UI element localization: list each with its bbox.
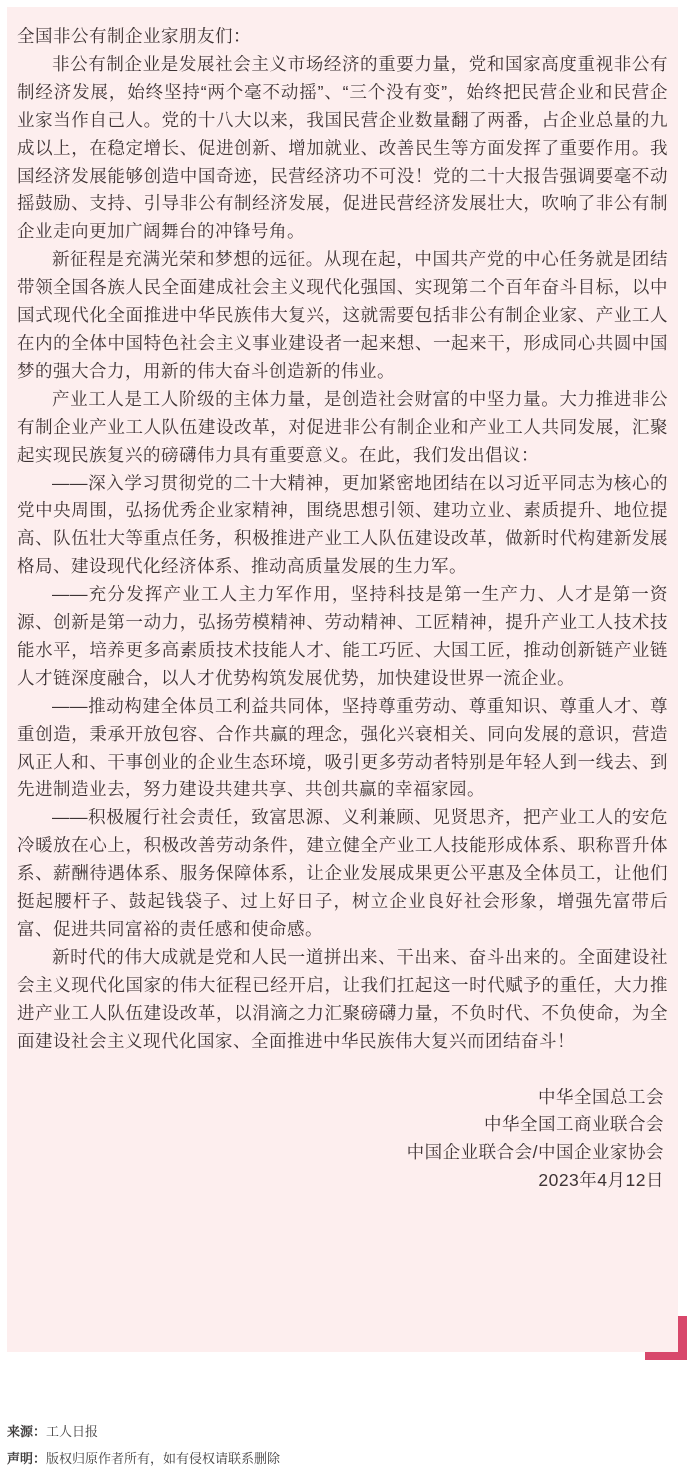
- letter-paragraph: 新时代的伟大成就是党和人民一道拼出来、干出来、奋斗出来的。全面建设社会主义现代化国家的伟大征程已经开启，让我们扛起这一时代赋予的重任，大力推进产业工人队伍建设改革，以涓滴之力汇聚磅礴力量，不负时代、不负使命，为全面建设社会主义现代化国家、全面推进中华民族伟大复兴而团结奋斗！: [17, 946, 668, 1051]
- statement-label: 声明：: [7, 1451, 47, 1466]
- statement-line: [7, 1445, 667, 1469]
- letter-paragraph: 非公有制企业是发展社会主义市场经济的重要力量，党和国家高度重视非公有制经济发展，始终坚持“两个毫不动摇”、“三个没有变”，始终把民营企业和民营企业家当作自己人。党的十八大以来，我国民营企业数量翻了两番，占企业总量的九成以上，在稳定增长、促进创新、增加就业、改善民生等方面发挥了重要作用。我国经济发展能够创造中国奇迹，民营经济功不可没！党的二十大报告强调要毫不动摇鼓励、支持、引导非公有制经济发展，促进民营经济发展壮大，吹响了非公有制企业走向更加广阔舞台的冲锋号角。: [17, 53, 668, 242]
- letter-date: 2023年4月12日: [538, 1170, 664, 1191]
- source-line: [7, 1418, 667, 1445]
- letter-paragraph: ——推动构建全体员工利益共同体，坚持尊重劳动、尊重知识、尊重人才、尊重创造，秉承开放包容、合作共赢的理念，强化兴衰相关、同向发展的意识，营造风正人和、干事创业的企业生态环境，吸引更多劳动者特别是年轻人到一线去、到先进制造业去，努力建设共建共享、共创共赢的幸福家园。: [17, 695, 668, 800]
- letter-card: [7, 7, 678, 1352]
- attribution-footer: [7, 1418, 667, 1469]
- signature-line: 中华全国总工会: [538, 1086, 664, 1107]
- letter-body: [17, 23, 668, 1056]
- letter-paragraph: ——深入学习贯彻党的二十大精神，更加紧密地团结在以习近平同志为核心的党中央周围，弘扬优秀企业家精神，围绕思想引领、建功立业、素质提升、地位提高、队伍壮大等重点任务，积极推进产业工人队伍建设改革，做新时代构建新发展格局、建设现代化经济体系、推动高质量发展的生力军。: [17, 472, 668, 577]
- source-value: 工人日报: [46, 1424, 99, 1439]
- signature-line: 中华全国工商业联合会: [484, 1114, 664, 1135]
- letter-paragraph: 新征程是充满光荣和梦想的远征。从现在起，中国共产党的中心任务就是团结带领全国各族人民全面建成社会主义现代化强国、实现第二个百年奋斗目标，以中国式现代化全面推进中华民族伟大复兴，这就需要包括非公有制企业家、产业工人在内的全体中国特色社会主义事业建设者一起来想、一起来干，形成同心共圆中国梦的强大合力，用新的伟大奋斗创造新的伟业。: [17, 249, 668, 381]
- letter-salutation: 全国非公有制企业家朋友们：: [17, 26, 251, 46]
- source-label: 来源：: [7, 1424, 47, 1439]
- letter-paragraph: ——积极履行社会责任，致富思源、义利兼顾、见贤思齐，把产业工人的安危冷暖放在心上，积极改善劳动条件，建立健全产业工人技能形成体系、职称晋升体系、薪酬待遇体系、服务保障体系，让企业发展成果更公平惠及全体员工，让他们挺起腰杆子、鼓起钱袋子、过上好日子，树立企业良好社会形象，增强先富带后富、促进共同富裕的责任感和使命感。: [17, 807, 668, 939]
- statement-value: 版权归原作者所有，如有侵权请联系删除: [46, 1451, 281, 1466]
- signature-line: 中国企业联合会/中国企业家协会: [406, 1142, 664, 1163]
- signature-block: [17, 1084, 668, 1196]
- corner-accent-horizontal-bar: [645, 1352, 687, 1360]
- letter-paragraph: 产业工人是工人阶级的主体力量，是创造社会财富的中坚力量。大力推进非公有制企业产业工人队伍建设改革，对促进非公有制企业和产业工人共同发展，汇聚起实现民族复兴的磅礴伟力具有重要意义。在此，我们发出倡议：: [17, 388, 668, 465]
- letter-paragraph: ——充分发挥产业工人主力军作用，坚持科技是第一生产力、人才是第一资源、创新是第一动力，弘扬劳模精神、劳动精神、工匠精神，提升产业工人技术技能水平，培养更多高素质技术技能人才、能工巧匠、大国工匠，推动创新链产业链人才链深度融合，以人才优势构筑发展优势，加快建设世界一流企业。: [17, 584, 668, 688]
